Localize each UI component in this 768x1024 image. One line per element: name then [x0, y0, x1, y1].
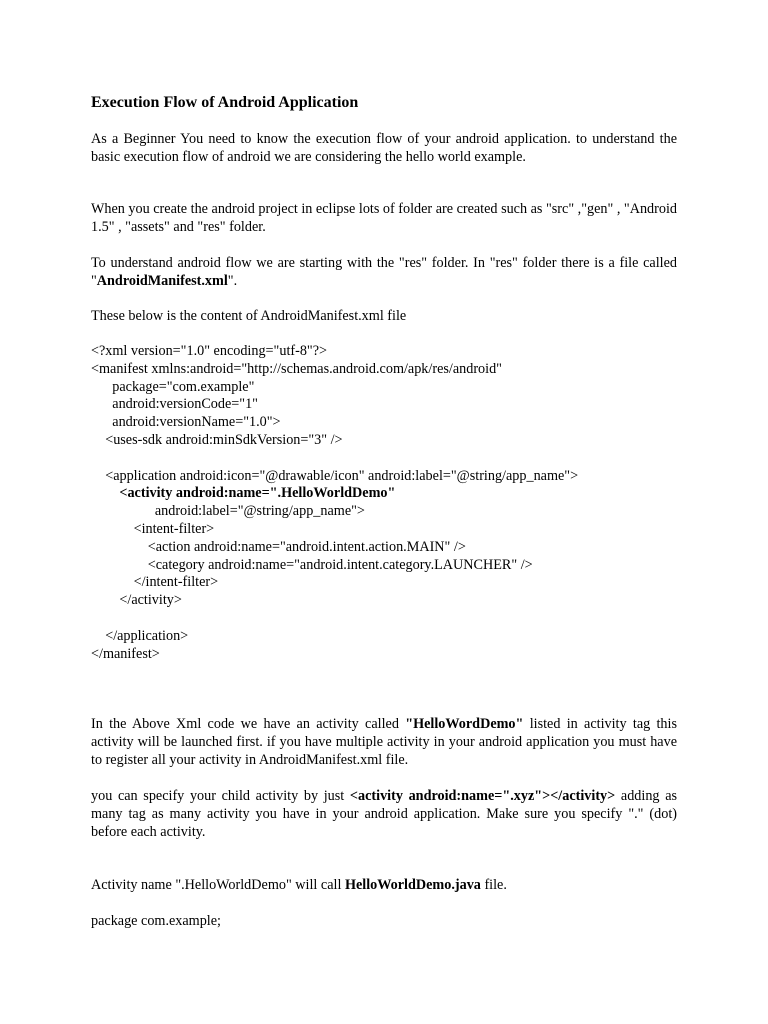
code-line: [91, 450, 578, 468]
res-folder-text-end: ".: [227, 272, 238, 289]
code-line: <action android:name="android.intent.action.MAIN" />: [91, 538, 466, 555]
manifest-code-block: [91, 343, 578, 663]
project-folders-paragraph: When you create the android project in eclipse lots of folder are created such as "src" ,"gen" , "Android 1.5" , "assets" and "res" folder.: [91, 201, 677, 235]
code-line: android:versionName="1.0">: [91, 414, 281, 431]
activity-launch-paragraph: [91, 716, 677, 769]
res-folder-paragraph: [91, 255, 677, 291]
child-activity-paragraph: [91, 788, 677, 841]
code-line: <?xml version="1.0" encoding="utf-8"?>: [91, 343, 328, 359]
code-line: </application>: [91, 627, 189, 644]
manifest-filename: AndroidManifest.xml: [96, 272, 228, 289]
activity-name-highlight: "HelloWordDemo": [405, 716, 524, 732]
code-line: <intent-filter>: [91, 520, 215, 537]
code-line: </activity>: [91, 592, 182, 609]
child-activity-text: you can specify your child activity by just: [91, 788, 350, 804]
child-activity-text-end: adding as many tag as many activity you have in your android application. Make sure you specify "." (dot) before each activity.: [91, 788, 678, 840]
code-line: <application android:icon="@drawable/icon" android:label="@string/app_name">: [91, 467, 579, 484]
code-line: </intent-filter>: [91, 574, 219, 591]
code-line-activity: <activity android:name=".HelloWorldDemo": [91, 485, 396, 502]
intro-paragraph: As a Beginner You need to know the execution flow of your android application. to understand the basic execution flow of android we are considering the hello world example.: [91, 131, 677, 165]
page-title: Execution Flow of Android Application: [91, 94, 359, 111]
code-line: <uses-sdk android:minSdkVersion="3" />: [91, 431, 343, 448]
package-line: package com.example;: [91, 913, 221, 929]
res-folder-text: To understand android flow we are starting with the "res" folder. In "res" folder there is a file called ": [91, 255, 677, 289]
code-line: package="com.example": [91, 378, 255, 395]
activity-launch-text: In the Above Xml code we have an activity called: [91, 716, 406, 732]
code-line: android:versionCode="1": [91, 396, 258, 413]
java-file-paragraph: [91, 877, 677, 895]
code-line: </manifest>: [91, 645, 160, 662]
java-filename: HelloWorldDemo.java: [344, 877, 481, 893]
manifest-intro-paragraph: These below is the content of AndroidManifest.xml file: [91, 308, 407, 324]
activity-launch-text-end: listed in activity tag this activity will be launched first. if you have multiple activity in your android application you must have to register all your activity in AndroidManifest.xml file.: [91, 716, 677, 768]
java-file-text: Activity name ".HelloWorldDemo" will call: [91, 877, 345, 893]
code-line: <category android:name="android.intent.category.LAUNCHER" />: [91, 556, 533, 573]
code-line: android:label="@string/app_name">: [91, 503, 365, 520]
code-line: <manifest xmlns:android="http://schemas.android.com/apk/res/android": [91, 360, 502, 377]
activity-tag-highlight: <activity android:name=".xyz"></activity>: [349, 788, 616, 804]
java-file-text-end: file.: [480, 877, 507, 893]
code-line: [91, 610, 578, 628]
